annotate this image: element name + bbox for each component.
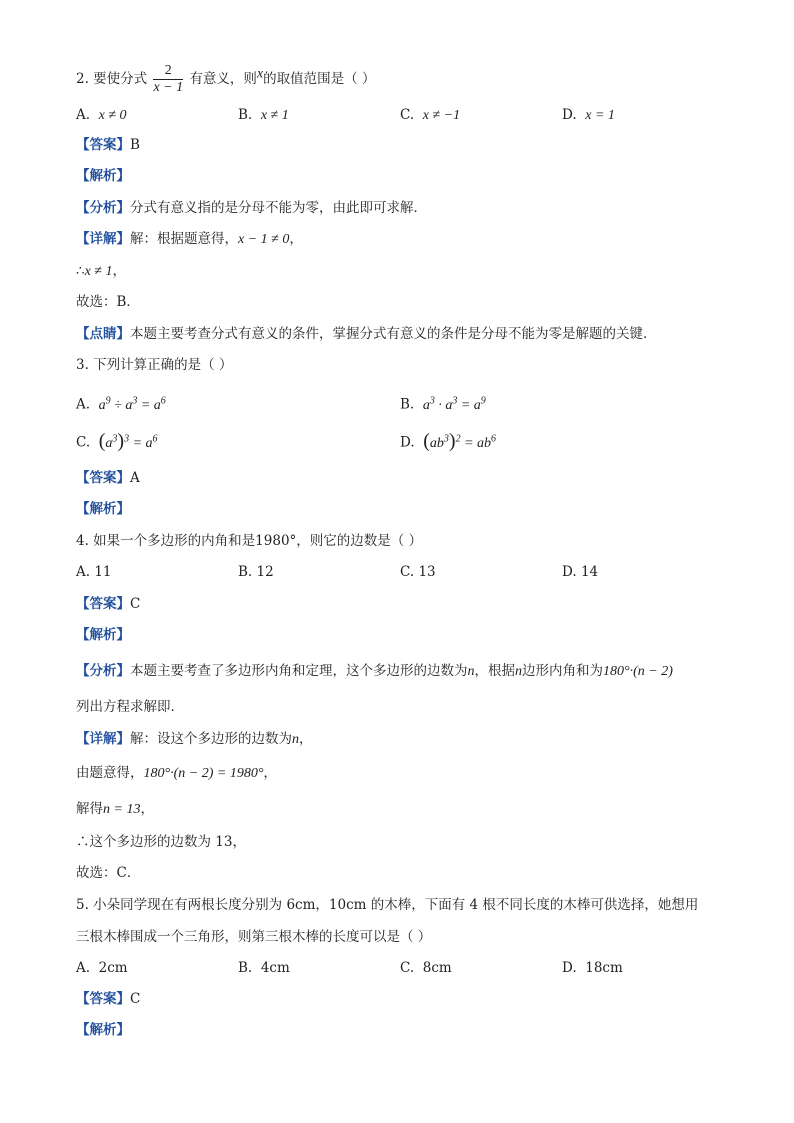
- fenxi-tag: 【分析】: [76, 200, 130, 216]
- option-label: B.: [238, 564, 253, 580]
- q4-option-a: [76, 563, 112, 581]
- q4-xiangjie: [76, 730, 313, 749]
- xiangjie-tag: 【详解】: [76, 731, 130, 747]
- q2-var: x: [256, 66, 264, 82]
- punct: ，: [263, 765, 277, 781]
- fenxi-text: 边形内角和为: [522, 663, 603, 679]
- q4-stem: [76, 532, 422, 550]
- xiangjie-expr: x − 1 ≠ 0: [238, 232, 290, 247]
- option-value: 14: [580, 564, 599, 580]
- fenxi-text: 分式有意义指的是分母不能为零，由此即可求解．: [130, 200, 427, 216]
- solve-expr: n = 13: [103, 802, 141, 817]
- q2-fraction: [153, 63, 183, 96]
- dianjing-text: 本题主要考查分式有意义的条件，掌握分式有意义的条件是分母不能为零是解题的关键．: [130, 326, 657, 342]
- q3-option-c: [76, 430, 158, 453]
- xiangjie-text: 解：根据题意得，: [130, 231, 238, 247]
- option-expr: x ≠ 1: [260, 108, 289, 123]
- fenxi-var: n: [467, 664, 475, 679]
- fenxi-text: 本题主要考查了多边形内角和定理，这个多边形的边数为: [130, 663, 468, 679]
- option-label: D.: [562, 960, 577, 976]
- q2-stem-mid: 有意义，则: [189, 71, 257, 87]
- q2-option-c: [400, 106, 460, 125]
- answer-value: C: [130, 991, 141, 1007]
- answer-tag: 【答案】: [76, 470, 130, 486]
- q4-option-d: [562, 563, 598, 581]
- solve-pre: 解得: [76, 801, 103, 817]
- option-label: A.: [76, 107, 91, 123]
- q4-fenxi-line2: 列出方程求解即．: [76, 699, 184, 715]
- q2-option-b: [238, 106, 289, 125]
- q2-therefore: [76, 262, 126, 281]
- q2-option-d: [562, 106, 615, 125]
- option-value: 2cm: [98, 960, 128, 976]
- answer-tag: 【答案】: [76, 596, 130, 612]
- answer-value: A: [130, 470, 140, 486]
- q2-fenxi: [76, 199, 427, 217]
- jiexi-tag: 【解析】: [76, 627, 130, 643]
- q4-option-b: [238, 563, 274, 581]
- q3-jiexi: [76, 500, 130, 518]
- q5-option-a: [76, 959, 128, 977]
- option-label: A.: [76, 564, 91, 580]
- option-expr: $(a^3)^3 = a^6$: [98, 429, 158, 452]
- therefore-expr: x ≠ 1: [84, 264, 113, 279]
- option-label: A.: [76, 396, 91, 413]
- q4-equation: [76, 764, 277, 783]
- option-label: B.: [238, 107, 253, 123]
- eq-pre: 由题意得，: [76, 765, 144, 781]
- fenxi-formula: 180°·(n − 2): [603, 664, 673, 679]
- q4-stem-post: ，则它的边数是（ ）: [296, 533, 423, 549]
- fenxi-text: ，根据: [474, 663, 515, 679]
- option-value: 18cm: [585, 960, 623, 976]
- fenxi-var: n: [515, 664, 522, 679]
- option-label: C.: [400, 564, 415, 580]
- option-expr: x ≠ 0: [98, 108, 127, 123]
- option-label: B.: [238, 960, 253, 976]
- option-expr: $a^3 \cdot a^3 = a^9$: [422, 395, 486, 413]
- q3-option-a: [76, 392, 166, 415]
- xiangjie-text: 解：设这个多边形的边数为: [130, 731, 292, 747]
- eq-expr: 180°·(n − 2) = 1980°: [143, 766, 264, 781]
- option-label: C.: [400, 107, 415, 123]
- q5-answer: [76, 990, 140, 1008]
- q4-answer: [76, 595, 140, 613]
- option-expr: $(ab^3)^2 = ab^6$: [423, 429, 497, 452]
- dianjing-tag: 【点睛】: [76, 326, 130, 342]
- q2-xiangjie: [76, 230, 303, 249]
- q5-stem-line1: 5. 小朵同学现在有两根长度分别为 6cm，10cm 的木棒，下面有 4 根不同长度的木棒可供选择，她想用: [76, 897, 699, 913]
- q4-stem-pre: 4. 如果一个多边形的内角和是: [76, 533, 256, 549]
- q2-choose: 故选：B．: [76, 294, 140, 310]
- q2-frac-numerator: 2: [153, 63, 183, 80]
- q3-option-d: [400, 430, 496, 453]
- jiexi-tag: 【解析】: [76, 1022, 130, 1038]
- option-label: D.: [562, 107, 577, 123]
- option-label: D.: [562, 564, 577, 580]
- answer-value: C: [130, 596, 141, 612]
- fenxi-tag: 【分析】: [76, 663, 130, 679]
- xiangjie-tag: 【详解】: [76, 231, 130, 247]
- option-expr: x = 1: [585, 108, 615, 123]
- q2-stem-post: 的取值范围是（ ）: [263, 71, 376, 87]
- q4-choose: 故选：C．: [76, 865, 141, 881]
- q5-option-b: [238, 959, 290, 977]
- q5-option-c: [400, 959, 452, 977]
- xiangjie-var: n: [292, 732, 299, 747]
- q5-stem-line2: 三根木棒围成一个三角形，则第三根木棒的长度可以是（ ）: [76, 929, 432, 945]
- jiexi-tag: 【解析】: [76, 168, 130, 184]
- q5-jiexi: [76, 1021, 130, 1039]
- option-label: C.: [400, 960, 415, 976]
- punct: ，: [299, 731, 313, 747]
- q3-stem: 3. 下列计算正确的是（ ）: [76, 357, 233, 373]
- answer-value: B: [130, 137, 140, 153]
- q3-option-b: [400, 392, 486, 415]
- option-label: B.: [400, 396, 415, 413]
- answer-tag: 【答案】: [76, 991, 130, 1007]
- q5-option-d: [562, 959, 623, 977]
- q2-jiexi: [76, 167, 130, 185]
- q4-jiexi: [76, 626, 130, 644]
- q2-frac-denominator: x − 1: [153, 80, 184, 95]
- option-label: D.: [400, 434, 415, 451]
- option-value: 12: [256, 564, 274, 580]
- option-expr: x ≠ −1: [422, 108, 461, 123]
- q2-dianjing: [76, 325, 657, 343]
- option-value: 11: [94, 564, 112, 580]
- punct: ，: [112, 263, 126, 279]
- q4-stem-val: 1980°: [255, 533, 297, 549]
- option-label: C.: [76, 434, 91, 451]
- therefore-symbol: ∴: [76, 263, 85, 279]
- q4-conclude: ∴这个多边形的边数为 13，: [76, 834, 246, 850]
- punct: ，: [140, 801, 154, 817]
- q4-solve: [76, 800, 154, 819]
- option-value: 4cm: [260, 960, 290, 976]
- option-value: 13: [418, 564, 436, 580]
- q4-fenxi: [76, 662, 673, 681]
- q3-answer: [76, 469, 140, 487]
- option-label: A.: [76, 960, 91, 976]
- q2-answer: [76, 136, 140, 154]
- punct: ，: [289, 231, 303, 247]
- option-value: 8cm: [422, 960, 452, 976]
- option-expr: $a^9 \div a^3 = a^6$: [98, 395, 166, 413]
- q2-stem: [76, 63, 375, 96]
- jiexi-tag: 【解析】: [76, 501, 130, 517]
- q2-stem-pre: 2. 要使分式: [76, 71, 148, 87]
- answer-tag: 【答案】: [76, 137, 130, 153]
- q2-option-a: [76, 106, 127, 125]
- q4-option-c: [400, 563, 436, 581]
